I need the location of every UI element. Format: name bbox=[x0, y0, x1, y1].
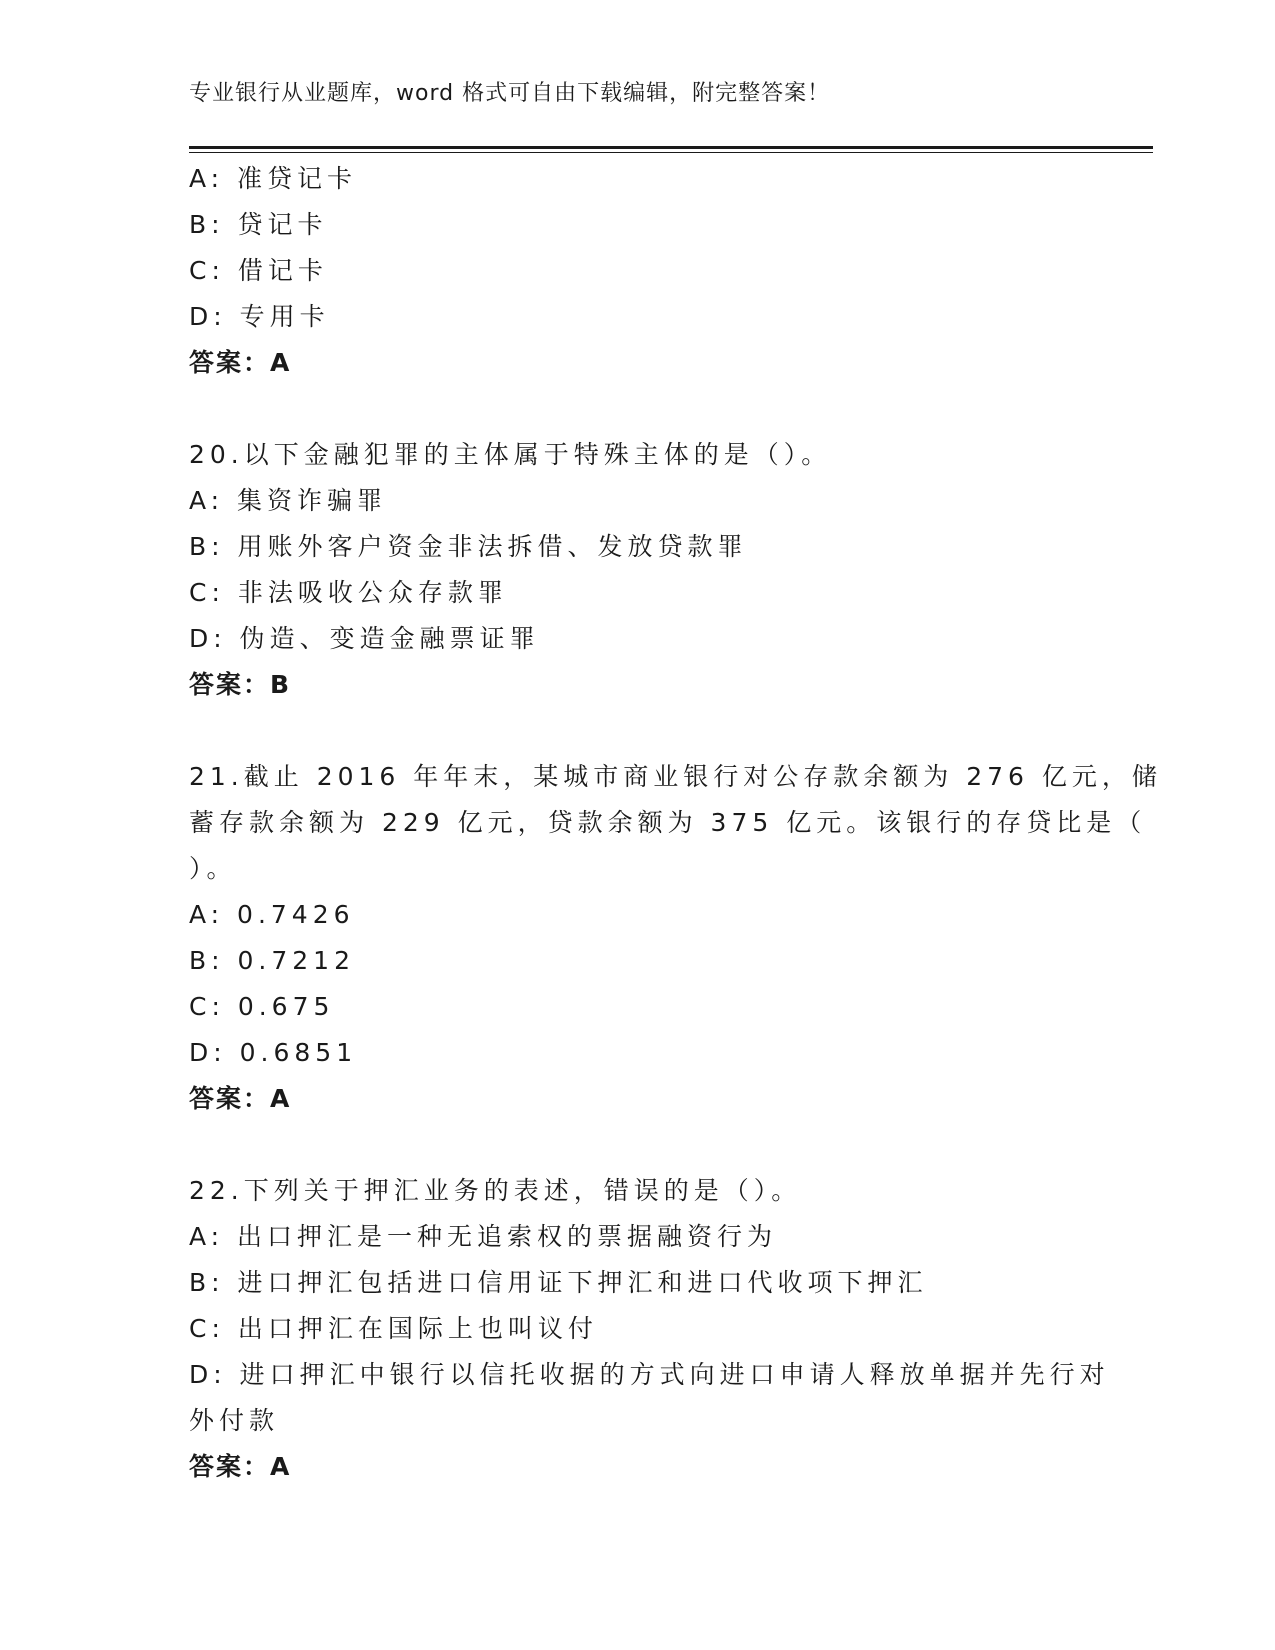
q22-option-d-line-2: 外付款 bbox=[189, 1406, 280, 1435]
question-19 bbox=[189, 156, 1079, 386]
q19-option-b: B: 贷记卡 bbox=[189, 210, 328, 239]
q22-answer: 答案：A bbox=[189, 1452, 292, 1481]
spacer bbox=[189, 386, 1079, 432]
question-content bbox=[189, 156, 1162, 1490]
header-note: 专业银行从业题库，word 格式可自由下载编辑，附完整答案！ bbox=[189, 81, 831, 106]
q22-option-a: A: 出口押汇是一种无追索权的票据融资行为 bbox=[189, 1222, 778, 1251]
q20-option-c: C: 非法吸收公众存款罪 bbox=[189, 578, 508, 607]
spacer bbox=[189, 708, 1079, 754]
q21-stem-line-2: 蓄存款余额为 229 亿元，贷款余额为 375 亿元。该银行的存贷比是（ bbox=[189, 808, 1147, 837]
q21-option-a: A: 0.7426 bbox=[189, 900, 355, 929]
q20-option-d: D: 伪造、变造金融票证罪 bbox=[189, 624, 540, 653]
q19-option-d: D: 专用卡 bbox=[189, 302, 330, 331]
q21-stem-line-3: ）。 bbox=[189, 854, 237, 883]
q21-option-b: B: 0.7212 bbox=[189, 946, 355, 975]
q19-option-a: A: 准贷记卡 bbox=[189, 164, 358, 193]
header-rule-thick bbox=[189, 146, 1153, 149]
q22-option-c: C: 出口押汇在国际上也叫议付 bbox=[189, 1314, 598, 1343]
q20-stem: 20.以下金融犯罪的主体属于特殊主体的是（）。 bbox=[189, 440, 832, 469]
question-22 bbox=[189, 1168, 1110, 1490]
q22-option-d-line-1: D: 进口押汇中银行以信托收据的方式向进口申请人释放单据并先行对 bbox=[189, 1360, 1110, 1389]
q21-answer: 答案：A bbox=[189, 1084, 292, 1113]
q21-option-c: C: 0.675 bbox=[189, 992, 335, 1021]
q20-answer: 答案：B bbox=[189, 670, 292, 699]
question-20 bbox=[189, 432, 1079, 708]
q22-option-b: B: 进口押汇包括进口信用证下押汇和进口代收项下押汇 bbox=[189, 1268, 928, 1297]
q20-option-b: B: 用账外客户资金非法拆借、发放贷款罪 bbox=[189, 532, 748, 561]
q22-stem: 22.下列关于押汇业务的表述，错误的是（）。 bbox=[189, 1176, 802, 1205]
q19-option-c: C: 借记卡 bbox=[189, 256, 328, 285]
q19-answer: 答案：A bbox=[189, 348, 292, 377]
spacer bbox=[189, 1122, 1079, 1168]
question-21 bbox=[189, 754, 1162, 1122]
q21-option-d: D: 0.6851 bbox=[189, 1038, 358, 1067]
header-rule-thin bbox=[189, 152, 1153, 153]
q21-stem-line-1: 21.截止 2016 年年末，某城市商业银行对公存款余额为 276 亿元，储 bbox=[189, 762, 1162, 791]
q20-option-a: A: 集资诈骗罪 bbox=[189, 486, 388, 515]
